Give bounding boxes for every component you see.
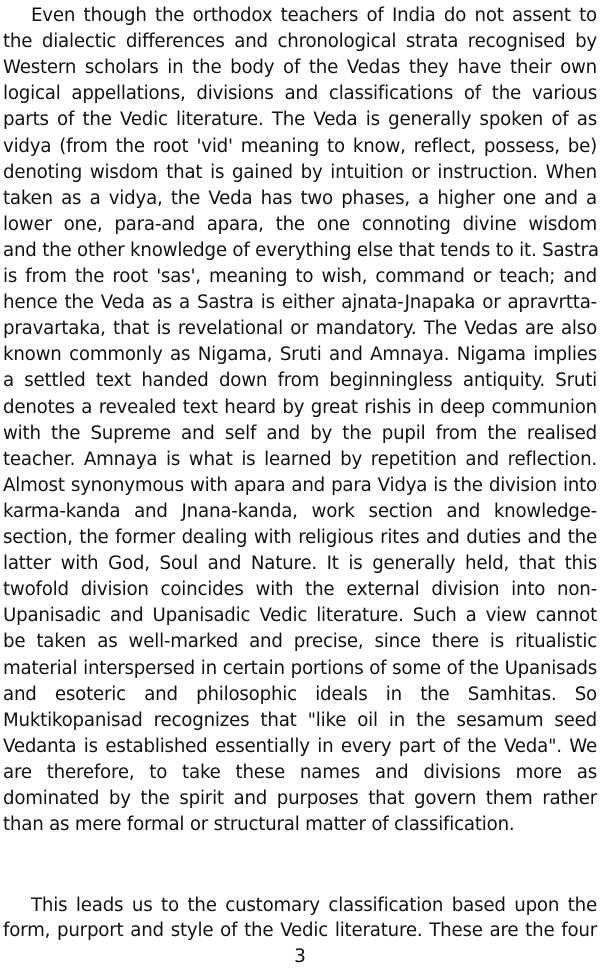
text-line: parts of the Vedic literature. The Veda is generally spoken of as bbox=[3, 109, 597, 131]
text-line: than as mere formal or structural matter of classification. bbox=[3, 814, 515, 836]
text-line: and the other knowledge of everything else that tends to it. Sastra bbox=[3, 239, 599, 261]
text-line: and esoteric and philosophic ideals in the Samhitas. So bbox=[3, 683, 597, 705]
text-line: This leads us to the customary classification based upon the bbox=[31, 895, 597, 916]
text-line: twofold division coincides with the external division into non- bbox=[3, 579, 597, 601]
text-line: Almost synonymous with apara and para Vidya is the division into bbox=[3, 474, 597, 496]
text-line: with the Supreme and self and by the pupil from the realised bbox=[3, 422, 597, 444]
text-line: vidya (from the root 'vid' meaning to know, reflect, possess, be) bbox=[3, 135, 597, 157]
text-line: be taken as well-marked and precise, since there is ritualistic bbox=[3, 631, 597, 653]
text-line: latter with God, Soul and Nature. It is generally held, that this bbox=[3, 553, 597, 575]
text-line: material interspersed in certain portions of some of the Upanisads bbox=[3, 657, 597, 679]
text-line: pravartaka, that is revelational or mandatory. The Vedas are also bbox=[3, 318, 597, 340]
text-line: a settled text handed down from beginningless antiquity. Sruti bbox=[3, 370, 597, 392]
text-line: denoting wisdom that is gained by intuition or instruction. When bbox=[3, 161, 597, 183]
text-line: karma-kanda and Jnana-kanda, work section and knowledge- bbox=[3, 500, 597, 522]
text-line: hence the Veda as a Sastra is either ajnata-Jnapaka or apravrtta- bbox=[3, 292, 597, 314]
page-number: 3 bbox=[294, 946, 306, 967]
text-line: known commonly as Nigama, Sruti and Amnaya. Nigama implies bbox=[3, 344, 597, 366]
text-line: lower one, para-and apara, the one connoting divine wisdom bbox=[3, 213, 597, 235]
text-line: denotes a revealed text heard by great rishis in deep communion bbox=[3, 396, 597, 418]
text-line: is from the root 'sas', meaning to wish, command or teach; and bbox=[3, 266, 597, 287]
text-line: Upanisadic and Upanisadic Vedic literature. Such a view cannot bbox=[3, 605, 597, 627]
text-line: the dialectic differences and chronological strata recognised by bbox=[3, 31, 597, 53]
text-line: taken as a vidya, the Veda has two phases, a higher one and a bbox=[3, 187, 597, 209]
text-line: Vedanta is established essentially in every part of the Veda". We bbox=[3, 735, 597, 757]
text-line: section, the former dealing with religious rites and duties and the bbox=[3, 527, 597, 548]
text-line: are therefore, to take these names and divisions more as bbox=[3, 761, 597, 783]
text-line: dominated by the spirit and purposes that govern them rather bbox=[3, 788, 597, 809]
text-line: logical appellations, divisions and classifications of the various bbox=[3, 83, 597, 105]
text-line: Muktikopanisad recognizes that "like oil in the sesamum seed bbox=[3, 709, 597, 731]
text-line: Even though the orthodox teachers of India do not assent to bbox=[31, 5, 597, 26]
text-line: Western scholars in the body of the Vedas they have their own bbox=[3, 57, 597, 79]
text-line: teacher. Amnaya is what is learned by repetition and reflection. bbox=[3, 448, 597, 470]
text-line: form, purport and style of the Vedic literature. These are the four bbox=[3, 920, 597, 941]
